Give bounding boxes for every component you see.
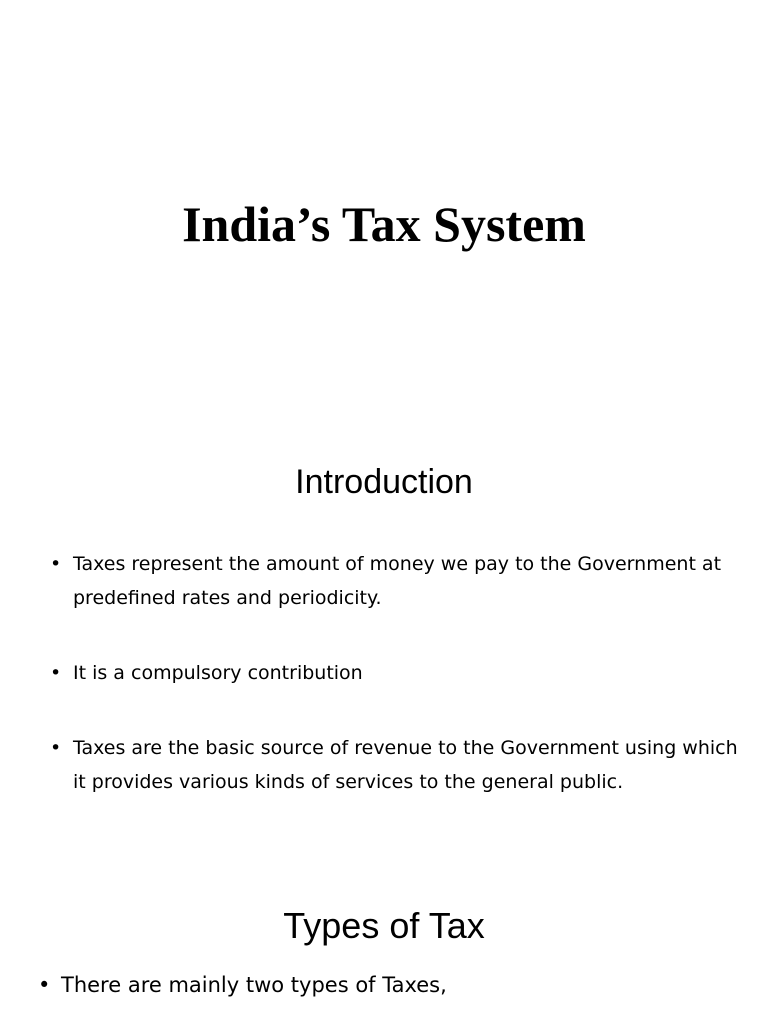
introduction-bullet-list: [50, 547, 750, 840]
bullet-text: It is a compulsory contribution: [73, 662, 363, 684]
introduction-heading: Introduction: [295, 463, 473, 501]
bullet-icon: •: [50, 662, 62, 684]
list-item: [50, 656, 750, 690]
bullet-icon: •: [38, 973, 51, 997]
document-title: India’s Tax System: [182, 196, 586, 252]
types-of-tax-bullet-list: [38, 966, 758, 1004]
bullet-icon: •: [50, 737, 62, 759]
types-of-tax-heading: Types of Tax: [283, 905, 485, 946]
bullet-icon: •: [50, 553, 62, 575]
list-item: [50, 731, 750, 799]
bullet-text: Taxes are the basic source of revenue to the Government using which it provides various kinds of services to the general public.: [73, 737, 738, 793]
list-item: [50, 547, 750, 615]
bullet-text: There are mainly two types of Taxes,: [61, 973, 447, 997]
bullet-text: Taxes represent the amount of money we pay to the Government at predefined rates and periodicity.: [73, 553, 722, 609]
list-item: [38, 966, 758, 1004]
